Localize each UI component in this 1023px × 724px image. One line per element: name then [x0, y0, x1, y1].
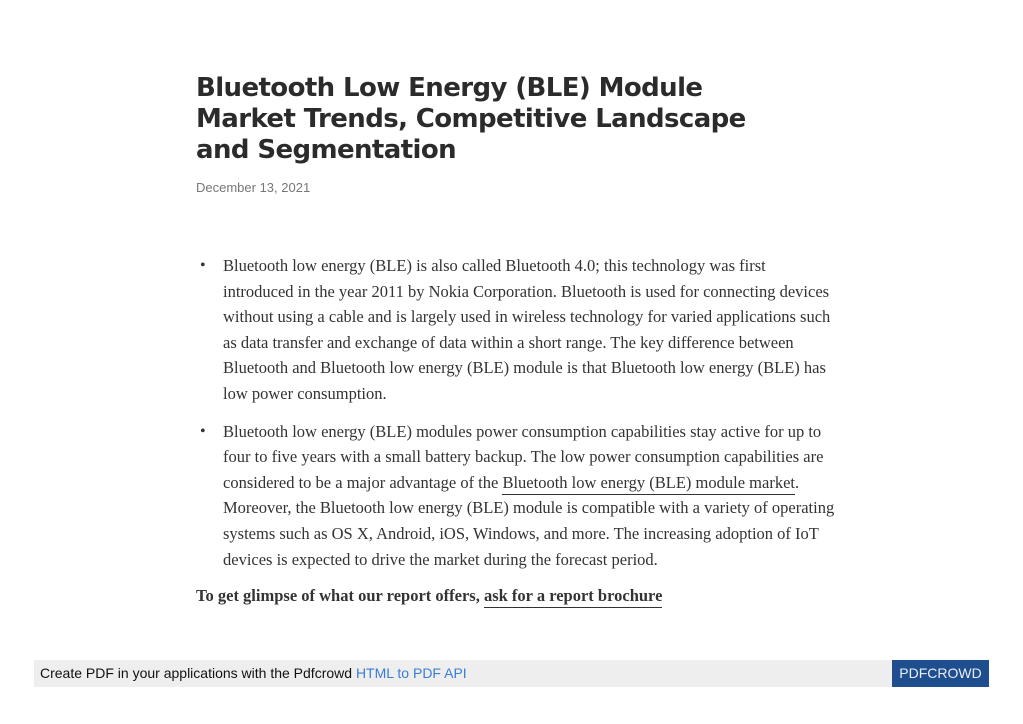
bullet-text: Bluetooth low energy (BLE) is also called Bluetooth 4.0; this technology was first introduced in the year 2011 by Nokia Corporation. Bluetooth is used for connecting devices without using a cable and is largely used in wireless technology for varied applications such as data transfer and exchange of data within a short range. The key difference between Bluetooth and Bluetooth low energy (BLE) module is that Bluetooth low energy (BLE) has low power consumption.	[223, 256, 831, 403]
list-item	[196, 253, 836, 407]
cta-prefix: To get glimpse of what our report offers,	[196, 586, 480, 606]
cta-paragraph	[196, 586, 836, 606]
pdfcrowd-brand-button[interactable]: PDFCROWD	[892, 660, 989, 687]
article-title: Bluetooth Low Energy (BLE) Module Market Trends, Competitive Landscape and Segmentation	[196, 73, 746, 165]
bullet-text-after: . Moreover, the Bluetooth low energy (BLE) module is compatible with a variety of operating systems such as OS X, Android, iOS, Windows, and more. The increasing adoption of IoT devices is expected to drive the market during the forecast period.	[223, 472, 835, 569]
report-brochure-link[interactable]: ask for a report brochure	[484, 586, 662, 608]
ble-market-link[interactable]: Bluetooth low energy (BLE) module market	[502, 473, 795, 495]
footer-label: Create PDF in your applications with the Pdfcrowd	[40, 665, 353, 681]
bullet-icon: •	[200, 257, 206, 274]
footer-text	[40, 665, 467, 681]
bullet-list	[196, 253, 836, 572]
bullet-icon: •	[200, 422, 206, 440]
pdf-footer-bar	[34, 660, 989, 687]
list-item	[196, 419, 836, 573]
article-date: December 13, 2021	[196, 180, 311, 195]
article	[196, 73, 836, 606]
bullet-text-before: Bluetooth low energy (BLE) modules power consumption capabilities stay active for up to four to five years with a small battery backup. The low power consumption capabilities are considered to be a major advantage of the	[223, 421, 824, 492]
html-to-pdf-api-link[interactable]: HTML to PDF API	[355, 665, 467, 681]
